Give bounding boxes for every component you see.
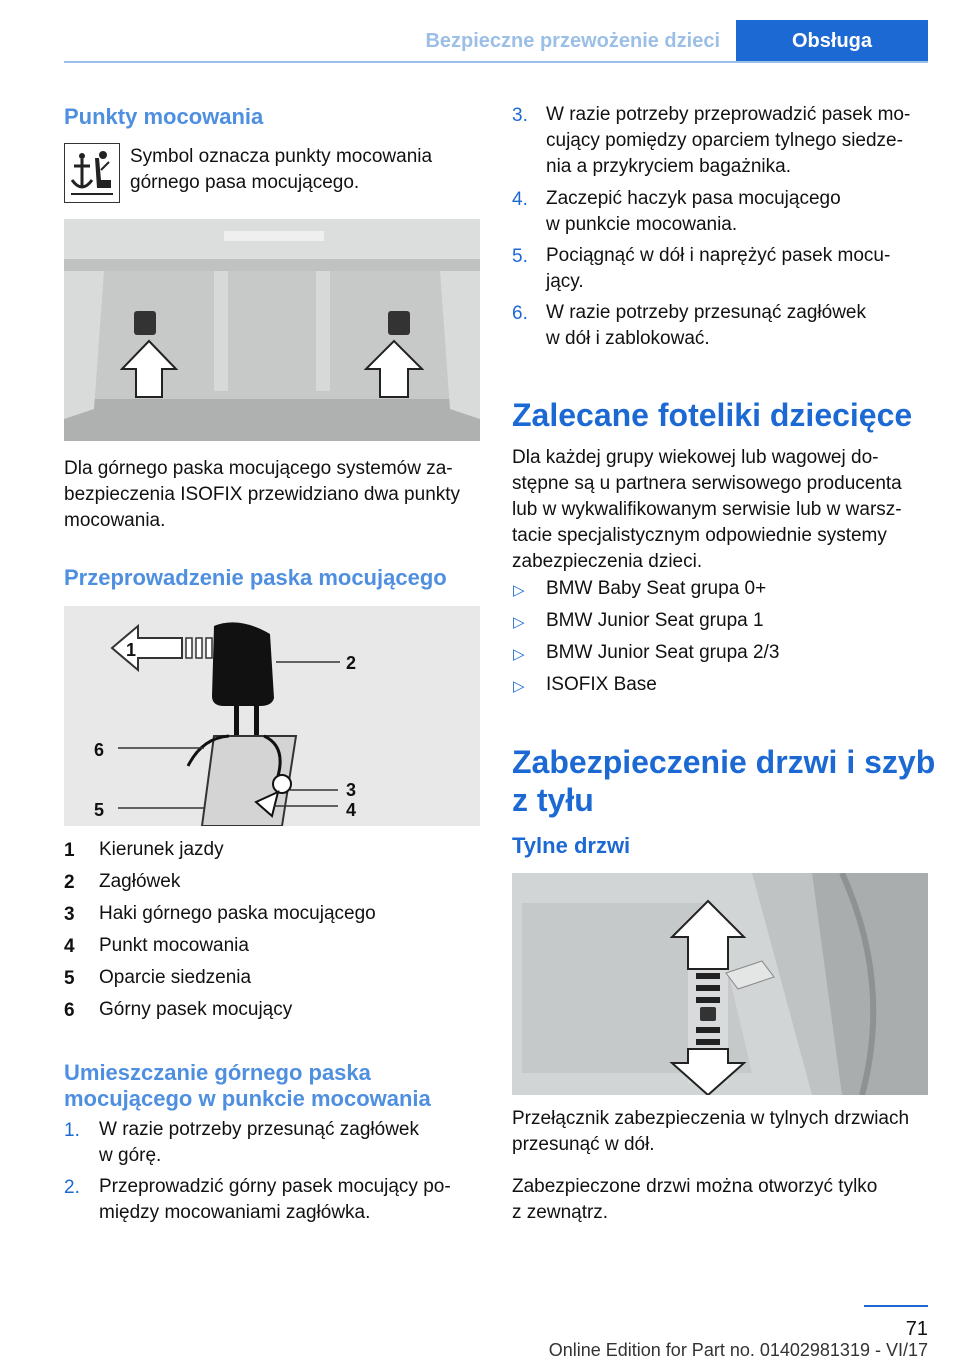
step-number: 4. xyxy=(512,189,528,210)
door-para-line: z zewnątrz. xyxy=(512,1202,609,1223)
anchor-para-line: Dla górnego paska mocującego systemów za- xyxy=(64,458,453,479)
step-line: w górę. xyxy=(99,1145,162,1166)
anchor-paragraph xyxy=(64,456,480,534)
list-item: ISOFIX Base xyxy=(546,674,657,695)
heading-strap-routing: Przeprowadzenie paska mocującego xyxy=(64,565,447,590)
running-header-tab: Obsługa xyxy=(736,20,928,63)
step-line: w dół i zablokować. xyxy=(546,328,710,349)
anchor-symbol-text xyxy=(130,144,480,196)
door-paragraph-2 xyxy=(512,1174,928,1226)
list-item: BMW Junior Seat grupa 2/3 xyxy=(546,642,780,663)
seats-para-line: lub w wykwalifikowanym serwisie lub w warsz- xyxy=(512,499,902,520)
legend-number: 5 xyxy=(64,968,75,989)
step-text xyxy=(546,102,928,180)
seats-para-line: stępne są u partnera serwisowego producenta xyxy=(512,473,902,494)
step-number: 5. xyxy=(512,246,528,267)
step-line: W razie potrzeby przesunąć zagłówek xyxy=(99,1119,419,1140)
door-paragraph-1 xyxy=(512,1106,928,1158)
step-number: 6. xyxy=(512,303,528,324)
step-line: Zaczepić haczyk pasa mocującego xyxy=(546,188,841,209)
footer-edition: Online Edition for Part no. 01402981319 - VI/17 xyxy=(548,1340,928,1360)
step-line: W razie potrzeby przesunąć zagłówek xyxy=(546,302,866,323)
legend-label: Haki górnego paska mocującego xyxy=(99,903,376,924)
heading-anchor-points: Punkty mocowania xyxy=(64,104,264,129)
footer-rule xyxy=(864,1305,928,1307)
step-line: cujący pomiędzy oparciem tylnego siedze- xyxy=(546,130,903,151)
diagram-label-1: 1 xyxy=(126,640,137,660)
list-bullet-icon: ▷ xyxy=(513,582,525,599)
step-text xyxy=(99,1174,479,1226)
legend-number: 1 xyxy=(64,840,75,861)
anchor-symbol-line-1: Symbol oznacza punkty mocowania xyxy=(130,146,433,167)
diagram-label-4: 4 xyxy=(346,800,357,820)
heading-attach-strap xyxy=(64,1060,431,1112)
step-line: W razie potrzeby przeprowadzić pasek mo- xyxy=(546,104,911,125)
diagram-label-6: 6 xyxy=(94,740,105,760)
heading-attach-line-2: mocującego w punkcie mocowania xyxy=(64,1086,431,1111)
step-text xyxy=(546,186,928,238)
step-line: nia a przykryciem bagażnika. xyxy=(546,156,791,177)
door-para-line: Przełącznik zabezpieczenia w tylnych drzwiach xyxy=(512,1108,910,1129)
list-item: BMW Baby Seat grupa 0+ xyxy=(546,578,767,599)
list-bullet-icon: ▷ xyxy=(513,614,525,631)
anchor-para-line: mocowania. xyxy=(64,510,166,531)
list-bullet-icon: ▷ xyxy=(513,646,525,663)
list-item: BMW Junior Seat grupa 1 xyxy=(546,610,764,631)
running-header-section: Bezpieczne przewożenie dzieci xyxy=(425,30,720,52)
heading-rear-doors: Tylne drzwi xyxy=(512,833,631,858)
door-para-line: Zabezpieczone drzwi można otworzyć tylko xyxy=(512,1176,878,1197)
legend-label: Zagłówek xyxy=(99,871,181,892)
step-text xyxy=(99,1117,479,1169)
page-number: 71 xyxy=(905,1318,928,1340)
seats-para-line: zabezpieczenia dzieci. xyxy=(512,551,703,572)
step-line: Pociągnąć w dół i naprężyć pasek mocu- xyxy=(546,245,891,266)
step-text xyxy=(546,300,928,352)
step-line: jący. xyxy=(546,271,584,292)
rear-door-lock-photo xyxy=(512,873,928,1095)
diagram-label-3: 3 xyxy=(346,780,357,800)
header-rule xyxy=(64,61,928,63)
heading-attach-line-1: Umieszczanie górnego paska xyxy=(64,1060,371,1085)
anchor-symbol-line-2: górnego pasa mocującego. xyxy=(130,172,360,193)
legend-label: Kierunek jazdy xyxy=(99,839,224,860)
legend-label: Górny pasek mocujący xyxy=(99,999,293,1020)
step-line: między mocowaniami zagłówka. xyxy=(99,1202,371,1223)
heading-lock-line-2: z tyłu xyxy=(512,782,594,818)
legend-number: 3 xyxy=(64,904,75,925)
list-bullet-icon: ▷ xyxy=(513,678,525,695)
legend-number: 6 xyxy=(64,1000,75,1021)
seats-para-line: Dla każdej grupy wiekowej lub wagowej do- xyxy=(512,447,879,468)
anchor-para-line: bezpieczenia ISOFIX przewidziano dwa punkty xyxy=(64,484,461,505)
step-line: w punkcie mocowania. xyxy=(546,214,738,235)
legend-label: Oparcie siedzenia xyxy=(99,967,252,988)
step-number: 3. xyxy=(512,105,528,126)
diagram-label-2: 2 xyxy=(346,653,357,673)
step-line: Przeprowadzić górny pasek mocujący po- xyxy=(99,1176,451,1197)
seats-paragraph xyxy=(512,445,928,575)
heading-recommended-seats: Zalecane foteliki dziecięce xyxy=(512,397,913,433)
seats-para-line: tacie specjalistycznym odpowiednie systemy xyxy=(512,525,887,546)
child-seat-anchor-icon xyxy=(64,143,120,203)
heading-lock-line-1: Zabezpieczenie drzwi i szyb xyxy=(512,744,936,780)
headrest-strap-diagram xyxy=(64,606,480,826)
heading-door-window-lock xyxy=(512,743,935,819)
trunk-anchor-photo xyxy=(64,219,480,441)
legend-number: 4 xyxy=(64,936,75,957)
step-number: 2. xyxy=(64,1177,80,1198)
door-para-line: przesunąć w dół. xyxy=(512,1134,655,1155)
step-text xyxy=(546,243,928,295)
diagram-label-5: 5 xyxy=(94,800,105,820)
legend-number: 2 xyxy=(64,872,75,893)
legend-label: Punkt mocowania xyxy=(99,935,249,956)
step-number: 1. xyxy=(64,1120,80,1141)
